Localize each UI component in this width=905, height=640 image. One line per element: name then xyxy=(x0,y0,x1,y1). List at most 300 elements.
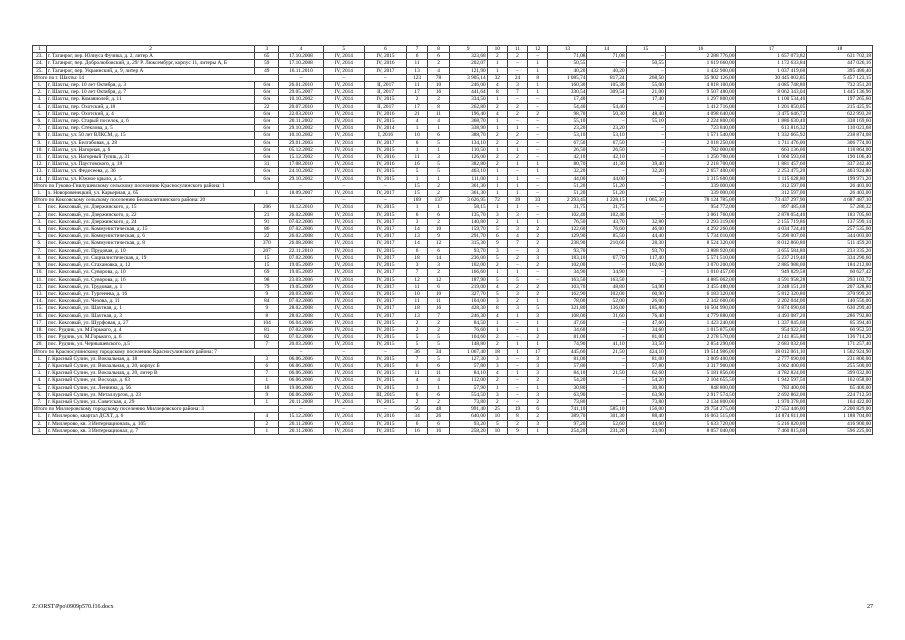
table-cell: 73,80 xyxy=(548,398,587,405)
table-cell: 663 136,00 xyxy=(736,146,807,153)
table-cell: 1 067,40 xyxy=(449,348,487,355)
table-cell: IV, 2014 xyxy=(323,319,365,326)
table-cell: 63,90 xyxy=(626,391,665,398)
table-row xyxy=(33,233,873,240)
table-cell: IV, 2015 xyxy=(365,398,407,405)
table-cell: II, 2017 xyxy=(365,89,407,96)
table-cell: 55,10 xyxy=(548,118,587,125)
table-cell: 8 xyxy=(487,305,507,312)
table-cell: 1 xyxy=(487,326,507,333)
table-cell: 1 xyxy=(255,190,279,197)
housing-relocation-table xyxy=(32,45,873,435)
table-cell: 31,75 xyxy=(587,204,626,211)
table-cell: 399 032,00 xyxy=(807,370,873,377)
column-number-cell: 8 xyxy=(428,46,449,53)
table-cell: 4. xyxy=(33,377,47,384)
table-row xyxy=(33,334,873,341)
table-cell: IV, 2015 xyxy=(365,290,407,297)
table-cell: 2 657 400,00 xyxy=(665,168,736,175)
address-cell: г. Миллерово, кв. 3 Интернационал, д. 7 xyxy=(46,427,254,434)
table-cell: 20.03.2006 xyxy=(279,290,323,297)
table-cell: 54,40 xyxy=(548,103,587,110)
table-cell: 1 xyxy=(528,161,548,168)
table-cell: 06.06.2006 xyxy=(279,370,323,377)
table-cell: 76,50 xyxy=(548,218,587,225)
table-cell: – xyxy=(587,334,626,341)
table-cell: – xyxy=(528,182,548,189)
table-row xyxy=(33,355,873,362)
table-cell: 4 085 748,80 xyxy=(736,82,807,89)
table-cell: – xyxy=(507,326,527,333)
table-cell: 723 840,00 xyxy=(665,125,736,132)
table-cell: 11 xyxy=(428,370,449,377)
table-cell: 1 201 850,05 xyxy=(736,103,807,110)
table-row xyxy=(33,139,873,146)
table-cell: 2 xyxy=(487,398,507,405)
table-cell: 11. xyxy=(33,154,47,161)
table-cell: IV, 2014 xyxy=(323,60,365,67)
table-cell: 13. xyxy=(33,168,47,175)
table-cell: 1 xyxy=(507,348,527,355)
table-cell: 2 018 250,00 xyxy=(665,139,736,146)
table-cell: 136 714,20 xyxy=(807,334,873,341)
table-cell: – xyxy=(587,262,626,269)
table-cell: 511 459,20 xyxy=(807,240,873,247)
table-cell: 344 003,00 xyxy=(807,233,873,240)
table-cell: IV, 2014 xyxy=(323,254,365,261)
table-cell: 2 xyxy=(487,262,507,269)
table-cell: IV, 2017 xyxy=(365,190,407,197)
table-cell: 23,00 xyxy=(626,427,665,434)
table-cell: 1 xyxy=(406,204,427,211)
table-cell: 370 999,20 xyxy=(807,290,873,297)
table-cell: 233 335,20 xyxy=(807,247,873,254)
table-cell: 5 xyxy=(487,290,507,297)
table-cell: 2 xyxy=(528,262,548,269)
table-cell: 73 437 297,90 xyxy=(736,197,807,204)
table-cell: 81,00 xyxy=(626,334,665,341)
table-cell: 7 xyxy=(507,240,527,247)
table-cell: 16. xyxy=(33,312,47,319)
table-cell: 2 293,45 xyxy=(548,197,587,204)
table-cell: 34,60 xyxy=(548,326,587,333)
table-cell: 190 106,40 xyxy=(807,154,873,161)
table-cell: 123 xyxy=(406,74,427,81)
table-cell: – xyxy=(528,139,548,146)
address-cell: г. Шахты, пер. Охотский, д. 4 xyxy=(46,110,254,117)
table-cell: 16 xyxy=(406,427,427,434)
table-cell: 62,60 xyxy=(626,370,665,377)
table-cell: 2 xyxy=(528,233,548,240)
table-cell: 65 400,00 xyxy=(807,384,873,391)
table-cell: 47,60 xyxy=(626,319,665,326)
table-cell: 1 xyxy=(487,384,507,391)
table-cell: IV, 2015 xyxy=(365,118,407,125)
address-cell: г. Красный Сулин, ул. Вокзальная, д. 20, литер В xyxy=(46,370,254,377)
table-cell: – xyxy=(587,118,626,125)
table-cell: 1. xyxy=(33,355,47,362)
table-cell: 441,64 xyxy=(449,89,487,96)
table-cell: 321,80 xyxy=(548,305,587,312)
address-cell: г. Шахты, пер. Старый поселок, д. 6 xyxy=(46,118,254,125)
table-cell: 361,30 xyxy=(449,190,487,197)
table-cell: 5 xyxy=(428,168,449,175)
table-cell: – xyxy=(323,74,365,81)
table-cell: 447 026,16 xyxy=(807,60,873,67)
column-number-cell: 13 xyxy=(548,46,587,53)
table-cell: 246,00 xyxy=(449,82,487,89)
table-cell: 3 xyxy=(255,355,279,362)
table-cell: 183 705,60 xyxy=(807,211,873,218)
table-cell: 25. xyxy=(33,67,47,74)
table-cell: 73,80 xyxy=(449,398,487,405)
table-cell: IV, 2016 xyxy=(365,413,407,420)
table-cell: 1 xyxy=(487,204,507,211)
table-cell: 54,40 xyxy=(587,103,626,110)
table-cell: 1 188 704,00 xyxy=(807,413,873,420)
table-cell: – xyxy=(365,74,407,81)
table-cell: 3 xyxy=(528,420,548,427)
table-cell: 207 328,80 xyxy=(807,283,873,290)
table-cell: 11 xyxy=(406,154,427,161)
table-cell: 46,00 xyxy=(626,226,665,233)
table-row xyxy=(33,254,873,261)
table-cell: 10 504 990,00 xyxy=(665,305,736,312)
table-cell: 1 xyxy=(487,168,507,175)
table-cell: 1 502 924,90 xyxy=(807,348,873,355)
table-cell: 18 xyxy=(487,348,507,355)
table-row xyxy=(33,125,873,132)
table-cell: 111,00 xyxy=(449,175,487,182)
table-cell: 6 xyxy=(428,283,449,290)
table-cell: – xyxy=(279,182,323,189)
subtotal-label: Итого по г. Шахты: 14 xyxy=(33,74,279,81)
table-cell: – xyxy=(626,154,665,161)
table-cell: 9 xyxy=(255,391,279,398)
table-cell: 3 248 151,20 xyxy=(736,283,807,290)
table-cell: 93,70 xyxy=(626,247,665,254)
table-cell: 2 xyxy=(406,96,427,103)
table-cell: IV, 2015 xyxy=(365,341,407,348)
table-cell: 2 xyxy=(428,190,449,197)
table-cell: 2 200 829,00 xyxy=(807,406,873,413)
table-cell: 1 xyxy=(428,204,449,211)
table-cell: 2 xyxy=(507,132,527,139)
table-cell: 26 403,00 xyxy=(807,190,873,197)
document-page xyxy=(32,45,873,435)
column-number-cell: 6 xyxy=(365,46,407,53)
table-cell: – xyxy=(279,348,323,355)
table-cell: 8 xyxy=(255,312,279,319)
table-cell: 6 xyxy=(428,391,449,398)
address-cell: г. Шахты, пер. Охотский, д.18 xyxy=(46,103,254,110)
table-cell: IV, 2014 xyxy=(323,334,365,341)
table-cell: 9 xyxy=(487,240,507,247)
table-cell: 104,00 xyxy=(449,298,487,305)
table-cell: 8. xyxy=(33,254,47,261)
table-cell: 4 xyxy=(255,413,279,420)
table-body xyxy=(33,46,873,435)
table-cell: 6/н xyxy=(255,96,279,103)
table-cell: 2 xyxy=(428,398,449,405)
table-cell: 31 xyxy=(255,161,279,168)
table-cell: 28.02.2008 xyxy=(279,312,323,319)
table-cell: 2 xyxy=(428,269,449,276)
table-cell: IV, 2016 xyxy=(365,110,407,117)
table-cell: 17.10.2008 xyxy=(279,53,323,60)
table-cell: – xyxy=(626,269,665,276)
table-row xyxy=(33,96,873,103)
table-cell: 126,00 xyxy=(449,154,487,161)
table-cell: 5 237 219,40 xyxy=(736,254,807,261)
table-cell: 112,00 xyxy=(449,377,487,384)
table-cell: 231 800,00 xyxy=(807,355,873,362)
column-number-cell: 16 xyxy=(665,46,736,53)
table-cell: 15 xyxy=(255,262,279,269)
table-row xyxy=(33,370,873,377)
table-cell: 8 524 320,00 xyxy=(665,240,736,247)
table-cell: IV, 2015 xyxy=(365,362,407,369)
table-cell: 1 619 660,00 xyxy=(665,60,736,67)
table-cell: – xyxy=(528,154,548,161)
table-cell: 102,40 xyxy=(548,211,587,218)
table-cell: 2 xyxy=(255,420,279,427)
table-cell: 5 xyxy=(487,420,507,427)
address-cell: пос. Коксовый, ул. Шахтная, д. 3 xyxy=(46,312,254,319)
table-cell: 2 xyxy=(528,283,548,290)
table-cell: 312 597,00 xyxy=(736,182,807,189)
table-cell: 22 xyxy=(255,103,279,110)
address-cell: г. Шахты, пер. Стеклова, д. 5 xyxy=(46,125,254,132)
table-cell: 1 xyxy=(528,218,548,225)
table-cell: 23,20 xyxy=(548,125,587,132)
table-cell: 6 xyxy=(406,53,427,60)
table-cell: 185,80 xyxy=(626,305,665,312)
table-cell: 5 xyxy=(428,334,449,341)
table-cell: 12. xyxy=(33,283,47,290)
table-cell: 389,70 xyxy=(548,413,587,420)
table-cell: IV, 2014 xyxy=(323,420,365,427)
address-cell: пос. Коксовый, ул. Стахановка, д. 12 xyxy=(46,262,254,269)
table-cell: 236,00 xyxy=(449,254,487,261)
table-cell: IV, 2015 xyxy=(365,326,407,333)
subtotal-row xyxy=(33,406,873,413)
table-cell: 2. xyxy=(33,362,47,369)
table-cell: 47,60 xyxy=(548,319,587,326)
table-cell: 7 xyxy=(406,355,427,362)
table-cell: 7 xyxy=(428,312,449,319)
table-cell: 1 xyxy=(528,298,548,305)
table-row xyxy=(33,391,873,398)
table-cell: 07.02.2006 xyxy=(279,218,323,225)
table-cell: 42,10 xyxy=(587,154,626,161)
table-cell: 30,80 xyxy=(548,384,587,391)
table-cell: 1 970 378,00 xyxy=(736,398,807,405)
table-cell: 2 xyxy=(428,96,449,103)
table-cell: 86 xyxy=(255,226,279,233)
table-cell: 67,70 xyxy=(587,254,626,261)
table-cell: 50,55 xyxy=(626,60,665,67)
table-cell: 395 480,40 xyxy=(807,67,873,74)
table-cell: – xyxy=(507,384,527,391)
table-cell: 5 571 510,00 xyxy=(665,254,736,261)
table-cell: 10 xyxy=(487,413,507,420)
table-cell: 2. xyxy=(33,89,47,96)
table-cell: 81,00 xyxy=(548,334,587,341)
table-cell: 1 xyxy=(406,146,427,153)
table-cell: 32,20 xyxy=(626,168,665,175)
table-cell: 1 xyxy=(487,146,507,153)
table-cell: 21,50 xyxy=(587,348,626,355)
table-cell: IV, 2014 xyxy=(365,125,407,132)
table-cell: 254,20 xyxy=(548,427,587,434)
table-cell: 2 xyxy=(428,182,449,189)
table-cell: – xyxy=(528,190,548,197)
table-cell: 257 535,60 xyxy=(807,226,873,233)
table-cell: 1 337 845,60 xyxy=(736,319,807,326)
table-cell: – xyxy=(626,103,665,110)
table-cell: 2 342 600,00 xyxy=(665,298,736,305)
subtotal-label: Итого по Миллеровскому городскому поселению Миллеровского района: 3 xyxy=(33,406,279,413)
table-cell: 17.10.2008 xyxy=(279,60,323,67)
table-cell: IV, 2015 xyxy=(365,427,407,434)
table-cell: 1 711 476,00 xyxy=(736,139,807,146)
table-cell: 1 xyxy=(528,326,548,333)
table-cell: 8 xyxy=(528,74,548,81)
subtotal-row xyxy=(33,74,873,81)
table-cell: 21 xyxy=(255,211,279,218)
table-cell: 323,68 xyxy=(449,53,487,60)
table-cell: 2 xyxy=(528,413,548,420)
table-row xyxy=(33,319,873,326)
table-cell: 2 xyxy=(487,341,507,348)
table-cell: 1 xyxy=(507,146,527,153)
table-cell: 1 332 665,92 xyxy=(736,132,807,139)
table-cell: 102,00 xyxy=(548,262,587,269)
address-cell: г. Красный Сулин, ул. Вокзальная, д. 20, корпус Б xyxy=(46,362,254,369)
address-cell: г. Красный Сулин, ул. Восхода, д. 63 xyxy=(46,377,254,384)
table-cell: 2 885 988,00 xyxy=(736,262,807,269)
table-cell: 2 777 690,00 xyxy=(736,355,807,362)
table-cell: – xyxy=(279,74,323,81)
table-cell: 1 xyxy=(528,67,548,74)
table-cell: 24 xyxy=(507,74,527,81)
table-cell: 3 626,95 xyxy=(449,197,487,204)
table-cell: 52,00 xyxy=(587,298,626,305)
table-cell: IV, 2017 xyxy=(365,139,407,146)
table-cell: 6 xyxy=(406,420,427,427)
table-cell: 54,20 xyxy=(626,377,665,384)
table-cell: IV, 2015 xyxy=(365,355,407,362)
address-cell: г. Шахты, ул. 50 лет ВЛКСМ, д. 15 xyxy=(46,132,254,139)
table-cell: 9 xyxy=(428,233,449,240)
table-cell: 4 xyxy=(487,312,507,319)
table-cell: 4. xyxy=(33,103,47,110)
table-row xyxy=(33,298,873,305)
table-cell: 07.02.2006 xyxy=(279,326,323,333)
table-cell: 39,40 xyxy=(626,161,665,168)
table-cell: 6/н xyxy=(255,146,279,153)
table-cell: 2 278 570,00 xyxy=(665,334,736,341)
table-cell: – xyxy=(626,53,665,60)
table-cell: – xyxy=(528,276,548,283)
table-cell: 1 228,15 xyxy=(587,197,626,204)
table-cell: 2 202 044,00 xyxy=(736,298,807,305)
table-cell: 231,20 xyxy=(587,427,626,434)
address-cell: пос. Коксовый, ул. Коммунистическая, д. 6 xyxy=(46,233,254,240)
table-cell: 18 012 061,10 xyxy=(736,348,807,355)
table-cell: 183,10 xyxy=(548,254,587,261)
table-cell: 26,50 xyxy=(587,146,626,153)
table-row xyxy=(33,67,873,74)
table-cell: 368,70 xyxy=(449,118,487,125)
table-cell: 7. xyxy=(33,398,47,405)
table-cell: 5 xyxy=(428,341,449,348)
table-cell: IV, 2015 xyxy=(365,370,407,377)
table-cell: 1 xyxy=(487,190,507,197)
table-cell: IV, 2017 xyxy=(365,233,407,240)
table-cell: 554,50 xyxy=(449,391,487,398)
table-cell: 1 xyxy=(507,204,527,211)
table-cell: 7 xyxy=(255,341,279,348)
table-cell: – xyxy=(279,406,323,413)
table-cell: 16 xyxy=(428,427,449,434)
table-cell: 17 xyxy=(406,103,427,110)
table-cell: 4 782 824,00 xyxy=(736,370,807,377)
table-cell: 14 xyxy=(406,226,427,233)
table-cell: III, 2015 xyxy=(365,391,407,398)
table-cell: 2 xyxy=(507,283,527,290)
table-cell: 2 xyxy=(406,319,427,326)
table-cell: 12. xyxy=(33,161,47,168)
table-cell: 27 553 446,00 xyxy=(736,406,807,413)
table-row xyxy=(33,341,873,348)
table-cell: 2. xyxy=(33,211,47,218)
table-cell: 134,10 xyxy=(449,139,487,146)
table-cell: 79 xyxy=(255,283,279,290)
table-cell: IV, 2014 xyxy=(323,67,365,74)
table-cell: 3 xyxy=(487,247,507,254)
table-cell: 11 xyxy=(406,82,427,89)
table-cell: 2 xyxy=(507,254,527,261)
table-cell: IV, 2015 xyxy=(365,211,407,218)
table-cell: 156,00 xyxy=(626,406,665,413)
table-cell: 2 xyxy=(487,334,507,341)
table-cell: – xyxy=(507,362,527,369)
table-cell: 11 xyxy=(406,298,427,305)
table-cell: 206 xyxy=(255,204,279,211)
table-cell: 1 xyxy=(487,118,507,125)
table-cell: 17 xyxy=(528,348,548,355)
table-cell: 330,54 xyxy=(548,89,587,96)
table-cell: 6 xyxy=(428,53,449,60)
table-cell: 1 xyxy=(507,312,527,319)
table-cell: 11 xyxy=(406,370,427,377)
table-cell: 34,90 xyxy=(548,269,587,276)
column-number-cell: 11 xyxy=(507,46,527,53)
table-cell: 32,20 xyxy=(548,168,587,175)
table-row xyxy=(33,420,873,427)
table-cell: 20.11.2002 xyxy=(279,118,323,125)
table-cell: 6 xyxy=(406,362,427,369)
table-cell: – xyxy=(323,182,365,189)
table-cell: 1 571 540,00 xyxy=(665,132,736,139)
table-cell: 11 xyxy=(428,298,449,305)
table-cell: 16.11.2010 xyxy=(279,67,323,74)
table-cell: 11 xyxy=(406,283,427,290)
table-cell: IV, 2014 xyxy=(323,146,365,153)
address-cell: пос. Рудчик, ул. М.Горького, д. 6 xyxy=(46,334,254,341)
